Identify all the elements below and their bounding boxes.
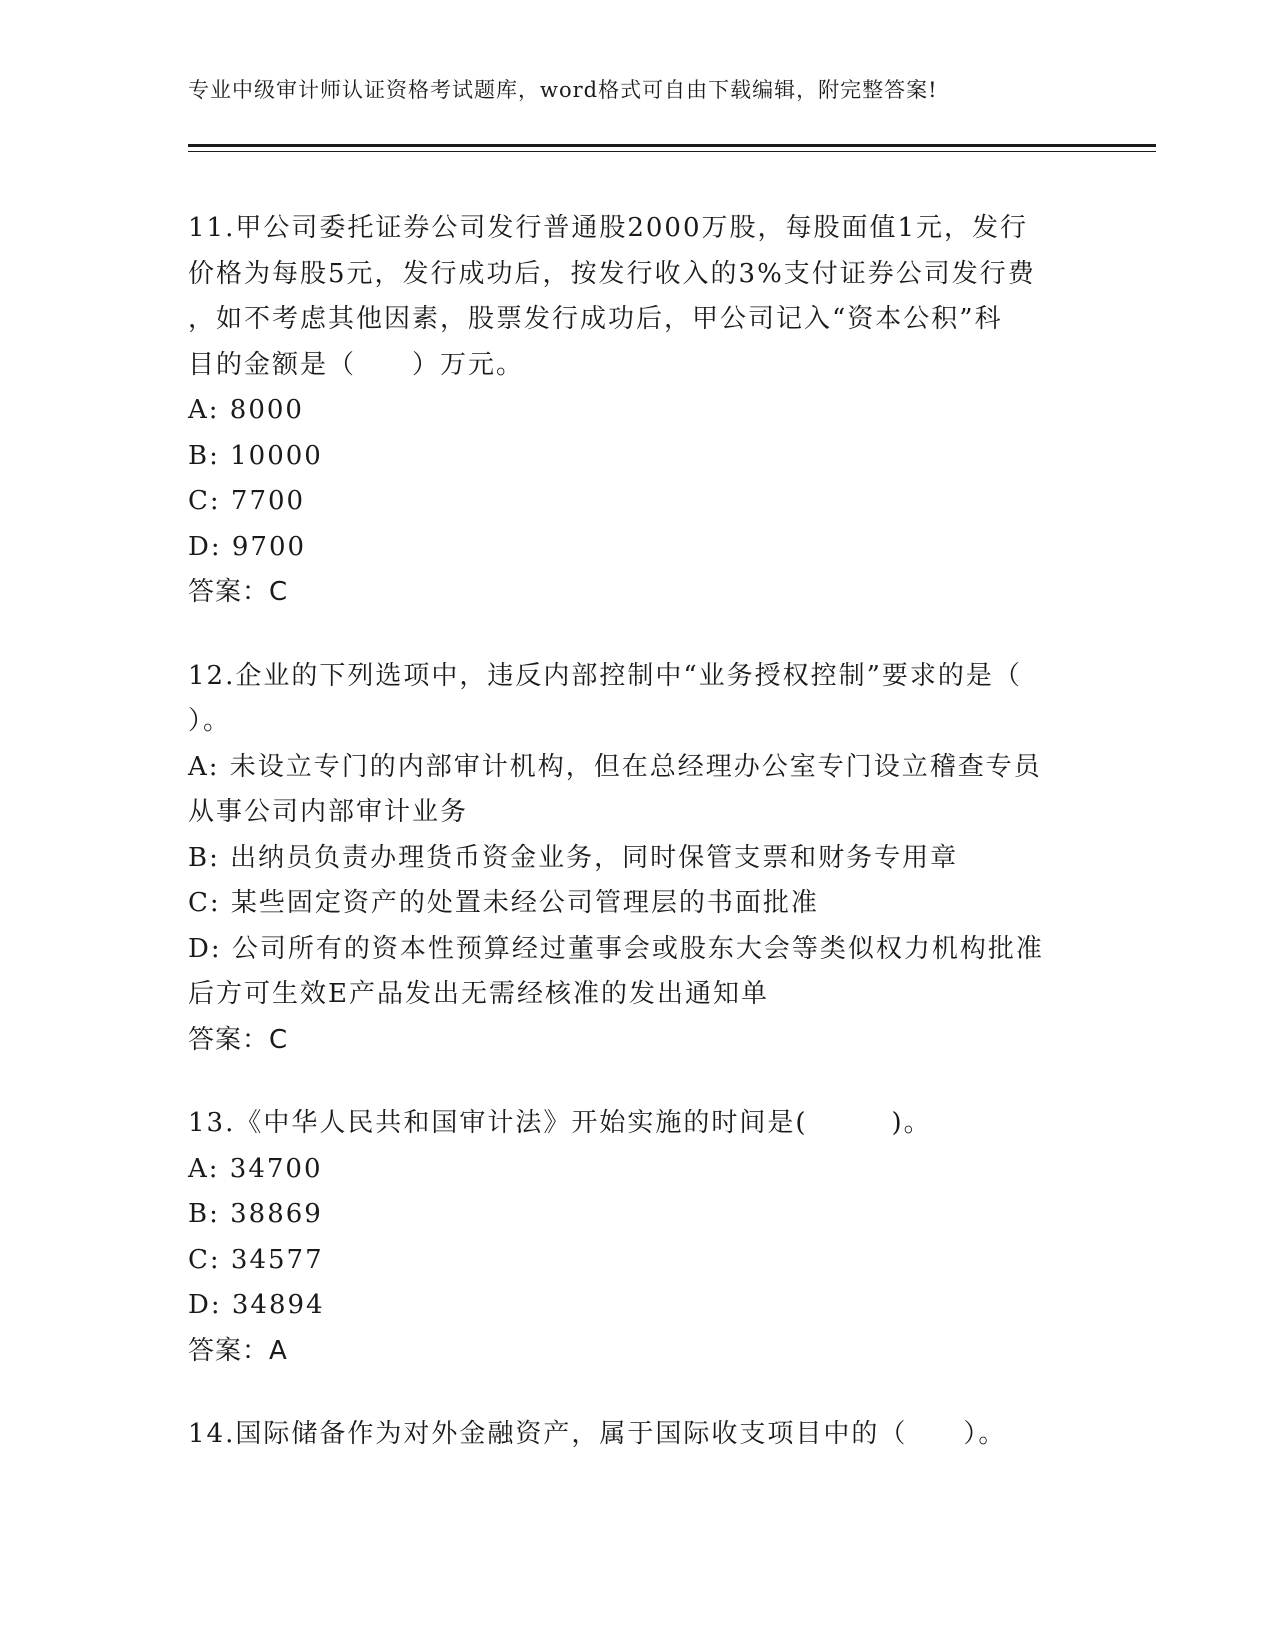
question-stem-line: 12.企业的下列选项中，违反内部控制中“业务授权控制”要求的是（ xyxy=(188,660,1022,691)
answer-line: 答案：C xyxy=(188,577,289,607)
question-list xyxy=(188,206,1068,1458)
question-stem-line: 11.甲公司委托证券公司发行普通股2000万股，每股面值1元，发行 xyxy=(188,213,1029,243)
option-c: C: 某些固定资产的处置未经公司管理层的书面批准 xyxy=(188,888,819,918)
option-a: A: 未设立专门的内部审计机构，但在总经理办公室专门设立稽查专员 xyxy=(188,751,1042,782)
option-c: C: 7700 xyxy=(188,486,306,516)
question-11 xyxy=(188,206,1068,616)
question-stem-line: 13.《中华人民共和国审计法》开始实施的时间是( )。 xyxy=(188,1108,932,1138)
option-d: D: 34894 xyxy=(188,1290,325,1320)
question-13 xyxy=(188,1101,1068,1374)
question-stem-line: 14.国际储备作为对外金融资产，属于国际收支项目中的（ ）。 xyxy=(188,1419,1007,1449)
answer-line: 答案：C xyxy=(188,1024,289,1055)
option-a: A: 8000 xyxy=(188,395,304,425)
option-b: B: 10000 xyxy=(188,440,323,471)
question-stem-line: ）。 xyxy=(188,706,232,736)
question-stem-line: ，如不考虑其他因素，股票发行成功后，甲公司记入“资本公积”科 xyxy=(188,304,1003,334)
question-12 xyxy=(188,654,1068,1064)
option-a: A: 34700 xyxy=(188,1153,323,1184)
option-b: B: 出纳员负责办理货币资金业务，同时保管支票和财务专用章 xyxy=(188,842,959,873)
option-d: D: 9700 xyxy=(188,531,307,562)
answer-line: 答案：A xyxy=(188,1335,288,1366)
option-c: C: 34577 xyxy=(188,1244,324,1275)
option-b: B: 38869 xyxy=(188,1199,323,1229)
question-stem-line: 价格为每股5元，发行成功后，按发行收入的3%支付证券公司发行费 xyxy=(188,258,1036,289)
question-stem-line: 目的金额是（ ）万元。 xyxy=(188,349,525,380)
option-d-continued: 后方可生效E产品发出无需经核准的发出通知单 xyxy=(188,979,769,1009)
option-a-continued: 从事公司内部审计业务 xyxy=(188,797,469,827)
header-rule-thick xyxy=(188,144,1156,147)
page-header: 专业中级审计师认证资格考试题库，word格式可自由下载编辑，附完整答案! xyxy=(188,78,938,102)
question-14 xyxy=(188,1412,1068,1458)
header-rule-thin xyxy=(188,151,1156,152)
option-d: D: 公司所有的资本性预算经过董事会或股东大会等类似权力机构批准 xyxy=(188,933,1044,964)
